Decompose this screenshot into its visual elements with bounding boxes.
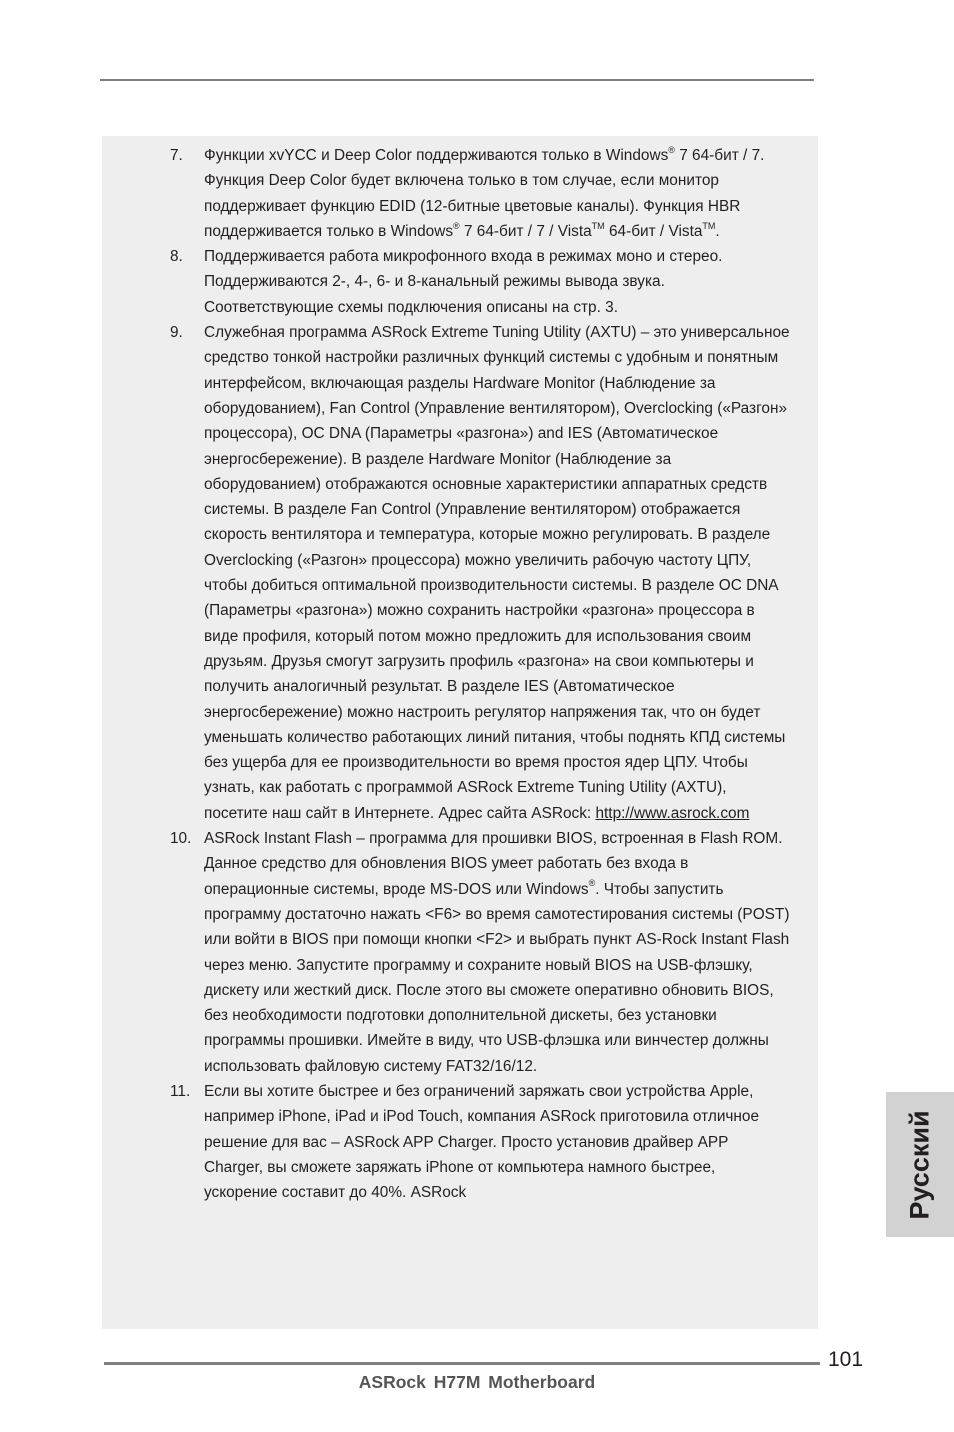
note-text-run: Если вы хотите быстрее и без ограничений заряжать свои устройства Apple, например iPhone, iPad и iPod Touch, компания ASRock приготовила отличное решение для вас – ASRock APP Charger. Просто установив драйвер APP Charger, вы сможете заряжать iPhone от компьютера намного быстрее, ускорение составит до 40%. ASRock xyxy=(204,1082,760,1202)
trademark-mark: ® xyxy=(588,878,596,889)
language-tab xyxy=(886,1092,954,1237)
note-text-run: Функции xvYCC и Deep Color поддерживаются только в Windows xyxy=(204,147,669,164)
note-text xyxy=(204,244,790,320)
note-item xyxy=(170,320,790,826)
note-text-run: Служебная программа ASRock Extreme Tuning Utility (AXTU) – это универсальное средство тонкой настройки различных функций системы с удобным и понятным интерфейсом, включающая разделы Hardware Monitor (Наблюдение за оборудованием), Fan Control (Управление вентилятором), Overclocking («Разгон» процессора), OC DNA (Параметры «разгона») and IES (Автоматическое энергосбережение). В разделе Hardware Monitor (Наблюдение за оборудованием) отображаются основные характеристики аппаратных средств системы. В разделе Fan Control (Управление вентилятором) отображается скорость вентилятора и температура, которые можно регулировать. В разделе Overclocking («Разгон» процессора) можно увеличить рабочую частоту ЦПУ, чтобы добиться оптимальной производительности системы. В разделе OC DNA (Параметры «разгона») можно сохранить настройки «разгона» процессора в виде профиля, который потом можно предложить для использования своим друзьям. Друзья смогут загрузить профиль «разгона» на свои компьютеры и получить аналогичный результат. В разделе IES (Автоматическое энергосбережение) можно настроить регулятор напряжения так, что он будет уменьшать количество работающих линий питания, чтобы поднять КПД системы без ущерба для ее производительности во время простоя ядер ЦПУ. Чтобы узнать, как работать с программой ASRock Extreme Tuning Utility (AXTU), посетите наш сайт в Интернете. Адрес сайта ASRock: xyxy=(204,324,790,822)
page-number: 101 xyxy=(828,1348,864,1371)
top-divider xyxy=(100,79,814,81)
note-item xyxy=(170,143,790,244)
asrock-website-link[interactable]: http://www.asrock.com xyxy=(595,804,750,822)
footer-title: ASRock H77M Motherboard xyxy=(358,1372,596,1392)
note-text-run: ASRock Instant Flash – программа для прошивки BIOS, встроенная в Flash ROM. Данное средство для обновления BIOS умеет работать без входа в операционные системы, вроде MS-DOS или Windows xyxy=(204,830,783,898)
note-number: 11. xyxy=(170,1082,191,1100)
note-number: 9. xyxy=(170,324,183,342)
note-text xyxy=(204,1079,790,1205)
note-text-run: 64-бит / Vista xyxy=(604,222,703,240)
note-text-run: 7 64-бит / 7. Функция Deep Color будет включена только в том случае, если монитор поддерживает функцию EDID (12-битные цветовые каналы). Функция HBR поддерживается только в Windows xyxy=(204,147,765,240)
note-text-run: Поддерживается работа микрофонного входа в режимах моно и стерео. Поддерживаются 2-, 4-, 6- и 8-канальный режимы вывода звука. Соответствующие схемы подключения описаны на стр. 3. xyxy=(204,248,723,316)
note-item xyxy=(170,826,790,1079)
notes-panel xyxy=(102,136,818,1329)
note-number: 7. xyxy=(170,147,183,164)
trademark-mark: ® xyxy=(668,144,675,155)
note-text xyxy=(204,320,790,826)
note-text-run: . Чтобы запустить программу достаточно нажать <F6> во время самотестирования системы (POST) или войти в BIOS при помощи кнопки <F2> и выбрать пункт AS-Rock Instant Flash через меню. Запустите программу и сохраните новый BIOS на USB-флэшку, дискету или жесткий диск. После этого вы сможете оперативно обновить BIOS, без необходимости подготовки дополнительной дискеты, без установки программы прошивки. Имейте в виду, что USB-флэшка или винчестер должны использовать файловую систему FAT32/16/12. xyxy=(204,880,790,1075)
note-text xyxy=(204,143,790,244)
trademark-mark: ® xyxy=(453,220,460,231)
note-text xyxy=(204,826,790,1079)
note-item xyxy=(170,244,790,320)
note-number: 8. xyxy=(170,248,183,266)
note-text-run: . xyxy=(715,222,720,240)
trademark-mark: TM xyxy=(591,220,605,231)
notes-list xyxy=(170,143,790,1205)
note-text-run: 7 64-бит / 7 / Vista xyxy=(459,222,592,240)
note-number: 10. xyxy=(170,830,192,848)
trademark-mark: TM xyxy=(702,220,716,231)
bottom-divider xyxy=(104,1362,820,1365)
language-tab-label: Русский xyxy=(904,1109,935,1220)
note-item xyxy=(170,1079,790,1205)
